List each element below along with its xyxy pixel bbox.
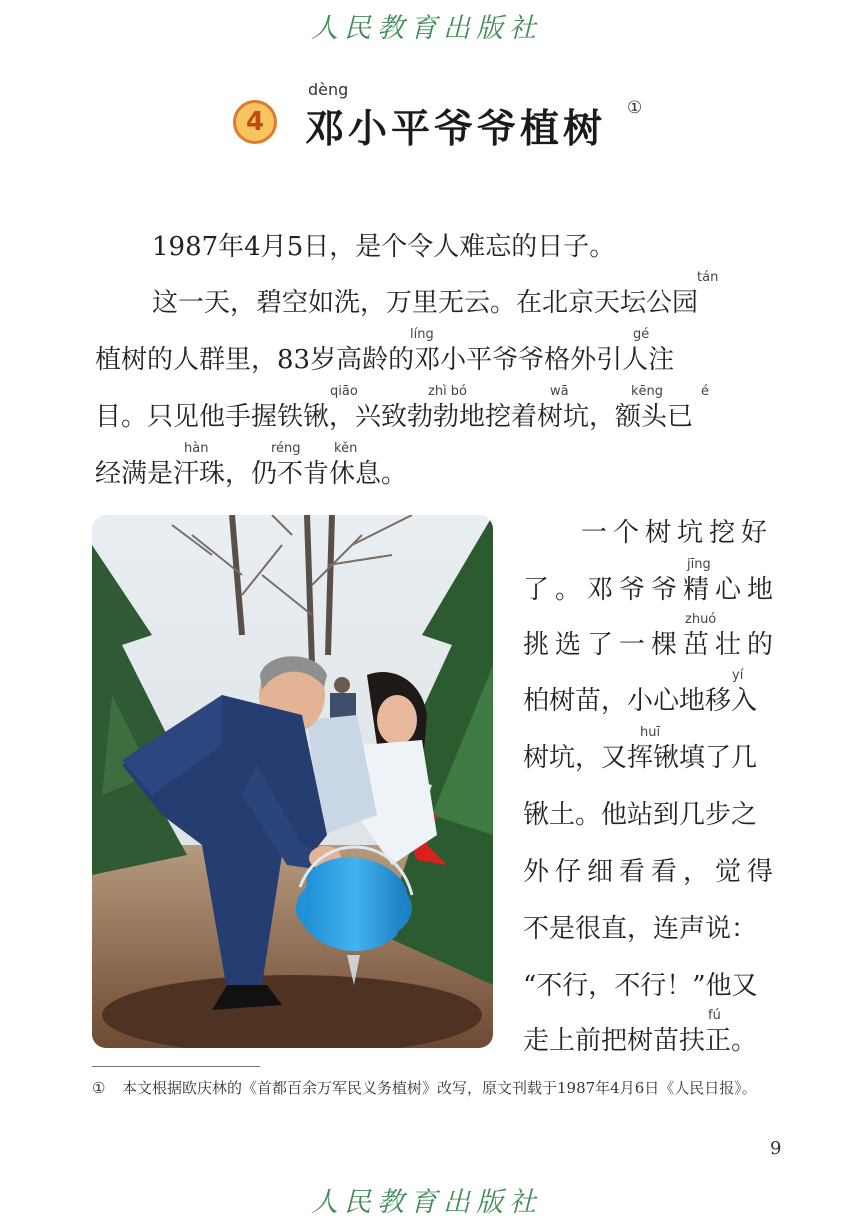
pinyin-han: hàn (184, 441, 209, 456)
footnote-marker: ① (92, 1079, 106, 1097)
publisher-logo-top: 人民教育出版社 (311, 13, 542, 44)
footnote-divider (92, 1066, 260, 1067)
title-pinyin: dèng (308, 80, 349, 99)
photo-illustration (92, 515, 493, 1048)
paragraph-2-line-1: 这一天，碧空如洗，万里无云。在北京天坛公园 (152, 288, 699, 318)
pinyin-wa: wā (550, 384, 569, 399)
footnote-text: 本文根据欧庆林的《首都百余万军民义务植树》改写，原文刊载于1987年4月6日《人民日报》。 (122, 1079, 757, 1097)
pinyin-yi: yí (732, 668, 744, 683)
pinyin-ken: kěn (334, 441, 358, 456)
pinyin-zhuo: zhuó (685, 612, 717, 627)
paragraph-3-line-8: 不是很直，连声说： (523, 914, 758, 944)
paragraph-3-line-7: 外仔细看看，觉得 (523, 857, 780, 887)
pinyin-e: é (701, 384, 709, 399)
pinyin-zhibo: zhì bó (428, 384, 468, 399)
publisher-logo-bottom: 人民教育出版社 (311, 1187, 542, 1218)
paragraph-3-line-9: “不行，不行！”他又 (523, 971, 758, 1001)
paragraph-2-line-2: 植树的人群里，83岁高龄的邓小平爷爷格外引人注 (95, 345, 675, 375)
title-footnote-marker: ① (627, 98, 643, 118)
lesson-title: 邓小平爷爷植树 (305, 106, 607, 152)
lesson-title-block (0, 78, 853, 158)
pinyin-fu: fú (708, 1008, 721, 1023)
paragraph-2-line-3: 目。只见他手握铁锹，兴致勃勃地挖着树坑，额头已 (95, 402, 694, 432)
paragraph-3-line-1: 一个树坑挖好 (581, 518, 774, 548)
pinyin-ling: líng (410, 327, 434, 342)
photo-tree-planting (92, 515, 493, 1048)
paragraph-3-line-2: 了。邓爷爷精心地 (523, 575, 780, 605)
pinyin-keng: kēng (631, 384, 664, 399)
paragraph-3-line-4: 柏树苗，小心地移入 (523, 686, 758, 716)
paragraph-3-line-6: 锹土。他站到几步之 (523, 800, 758, 830)
pinyin-qiao: qiāo (330, 384, 358, 399)
paragraph-3-line-3: 挑选了一棵茁壮的 (523, 630, 780, 660)
page-number: 9 (770, 1138, 782, 1159)
paragraph-3-line-5: 树坑，又挥锹填了几 (523, 743, 758, 773)
pinyin-jing: jīng (687, 557, 711, 572)
pinyin-hui: huī (640, 725, 661, 740)
pinyin-reng: réng (271, 441, 301, 456)
paragraph-3-line-10: 走上前把树苗扶正。 (523, 1026, 758, 1056)
pinyin-tan: tán (697, 270, 719, 285)
paragraph-1: 1987年4月5日，是个令人难忘的日子。 (152, 232, 616, 262)
pinyin-ge: gé (633, 327, 650, 342)
lesson-number-badge: 4 (233, 100, 277, 144)
paragraph-2-line-4: 经满是汗珠，仍不肯休息。 (95, 459, 408, 489)
